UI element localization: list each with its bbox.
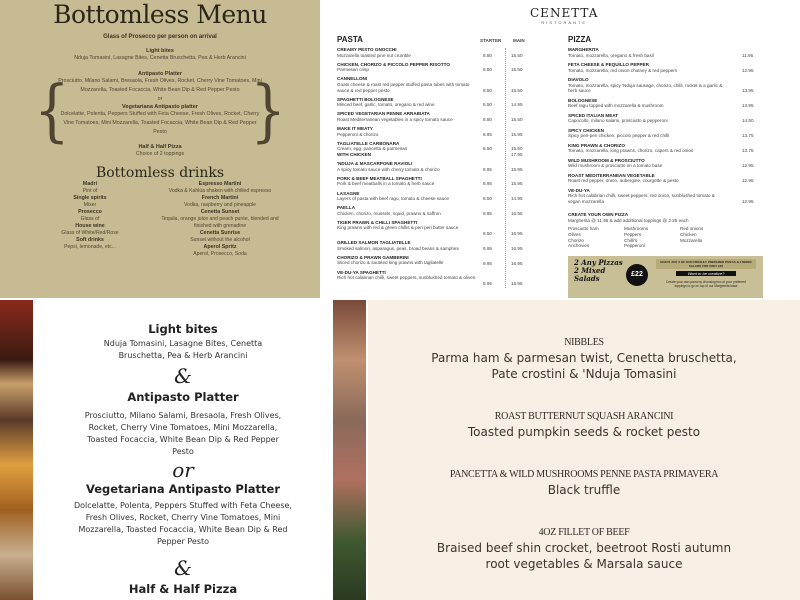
drink-desc: Pepsi, lemonade, etc... (64, 244, 116, 250)
pasta-desc: King prawns with red & green chillis & peri peri butter sauce (337, 225, 459, 231)
left-brace-icon: { (34, 72, 70, 151)
pasta-name: WITH CHICKEN (337, 152, 371, 157)
drinks-left-column (55, 181, 125, 258)
main-price: 16.95 (511, 210, 523, 216)
pizza-name: ROAST MEDITERRANEAN VEGETABLE (568, 172, 655, 178)
drink-name: Aperol Spritz (203, 244, 237, 250)
pizza-item (568, 173, 728, 184)
pizza-price: 14.50 (742, 118, 754, 124)
pizza-item (568, 47, 728, 58)
pizza-name: KING PRAWN & CHORIZO (568, 142, 625, 148)
drink-desc: Vodka & Kahlúa shaken with chilled espresso (168, 188, 272, 194)
pasta-name: TAGLIATELLE CARBONARA (337, 140, 400, 146)
starter-price: 8.50 (483, 67, 492, 73)
pizza-name: DIAVOLO (568, 77, 589, 82)
pizza-price: 12.95 (742, 67, 754, 73)
pizza-text: Choice of 2 toppings (135, 151, 185, 157)
topping: Chilli's (624, 237, 638, 243)
create-your-own (568, 212, 689, 223)
main-price: 15.95 (511, 166, 523, 172)
starter-price: 8.95 (483, 166, 492, 172)
pasta-desc: Goats cheese & roast red pepper stuffed pasta tubes with tomato sauce & red pepper pesto (337, 81, 470, 93)
pizza-name: SPICED ITALIAN MEAT (568, 112, 619, 118)
antipasto-heading: Antipasto Platter (127, 390, 239, 404)
drink-name: Soft drinks (76, 237, 104, 243)
pasta-item (337, 270, 477, 281)
pasta-name: CANNELLONI (337, 76, 368, 82)
set-menu-panel (368, 300, 800, 600)
pasta-item (337, 255, 477, 266)
pizza-price: 13.95 (742, 103, 754, 109)
pizza-desc: Spicy peri-peri chicken, piccolo pepper & red chilli (568, 133, 670, 139)
topping: Peppers (624, 231, 642, 237)
pizza-item (568, 158, 728, 169)
drink-name: Cenetta Sunset (200, 209, 240, 215)
pasta-item (337, 220, 477, 231)
drink-name: Madri (82, 181, 98, 187)
pasta-item (337, 191, 477, 202)
logo-subtext: RISTORANTE (541, 20, 588, 25)
drink-name: Prosecco (78, 209, 102, 215)
drink-desc: Tequila, orange juice and peach purée, blended and finished with grenadine (161, 216, 279, 229)
promo-offer: ENJOY ANY 2 OF OUR FRESHLY PREPARED PIZZAS & 2 MIXED SALADS FOR ONLY £22 (656, 259, 756, 269)
antipasto-text: Prosciutto, Milano Salami, Bresaola, Fresh Olives, Rocket, Cherry Vine Tomatoes, Mini Mozzarella, Toasted Focaccia, White Bean Dip & Red Pepper Pesto (84, 411, 282, 456)
starter-header: STARTER (480, 38, 502, 43)
drink-desc: Mixer (83, 202, 97, 208)
logo-text: CENETTA (530, 6, 599, 20)
topping: Mushrooms (624, 226, 648, 231)
pasta-desc: Mozzarella toasted pine nut crumble (337, 52, 411, 58)
or-text: or (157, 96, 163, 102)
main-price: 15.50 (511, 52, 523, 58)
pasta-item (337, 161, 477, 172)
drink-desc: Glass of White/Red/Rose (61, 230, 119, 236)
course-heading: ROAST BUTTERNUT SQUASH ARANCINI (494, 411, 674, 422)
starter-price: 8.50 (483, 87, 492, 93)
promo-headline: 2 Any Pizzas 2 Mixed Salads (574, 258, 623, 283)
drink-desc: Sunset without the alcohol (190, 237, 250, 243)
pizza-price: 13.75 (742, 133, 754, 139)
topping: Chicken (680, 231, 697, 237)
pizza-desc: Rich hot calabrian chilli, sweet peppers, red onion, sunblushed tomato & vegan mozzarella (568, 193, 715, 204)
starter-price: 8.50 (483, 117, 492, 122)
drink-name: Espresso Martini (198, 181, 242, 187)
drink-desc: Aperol, Prosecco, Soda (193, 251, 247, 257)
menu-subtitle: Glass of Prosecco per person on arrival (103, 34, 217, 40)
pasta-desc: Pork & beef meatballs in a tomato & herb sauce (337, 181, 435, 187)
pizza-name: WILD MUSHROOM & PROSCIUTTO (568, 157, 645, 163)
topping: Anchovies (568, 243, 590, 249)
pasta-desc: Smoked salmon, asparagus, peas, broad beans & samphire (337, 245, 460, 251)
pasta-item (337, 111, 477, 122)
main-price: 15.95 (511, 181, 523, 187)
drink-desc: Glass of (80, 216, 100, 222)
main-price: 16.95 (511, 245, 523, 251)
pizza-price: 13.95 (742, 88, 754, 94)
main-price: 15.50 (511, 87, 523, 93)
starter-price: 8.50 (483, 52, 492, 58)
main-price: 14.95 (511, 196, 523, 202)
main-price: 16.95 (511, 231, 523, 237)
starter-price: 8.50 (483, 196, 492, 202)
or-text: or (172, 458, 194, 482)
ampersand: & (174, 556, 192, 580)
pasta-name: PAELLA (337, 205, 356, 211)
pasta-desc: Parmesan crisp (337, 67, 369, 73)
pizza-item (568, 188, 728, 205)
flyer-content (33, 300, 333, 600)
flyer-panel (0, 300, 366, 600)
main-price: 16.95 (511, 260, 523, 266)
drink-name: Cenetta Sunrise (199, 230, 241, 236)
pasta-desc: Layers of pasta with beef ragu, tomato & cheese sauce (337, 196, 450, 202)
pizza-desc: Wild mushroom & prosciutto on a tomato base (568, 163, 663, 169)
drinks-right-column (160, 181, 280, 258)
drink-desc: Vodka, raspberry and pineapple (184, 202, 256, 208)
pizza-desc: Roast red pepper, onion, aubergine, courgette & pesto (568, 178, 679, 184)
pasta-desc: Cream, egg, pancetta & parmesan (337, 146, 408, 152)
light-bites-heading: Light bites (148, 322, 218, 336)
pizza-desc: Tomato, mozzarella, red onion chutney & red peppers (568, 67, 678, 73)
pizza-name: VE-DU-YA (568, 187, 590, 193)
pasta-name: 'NDUJA & MASCARPONE RAVIOLI (337, 161, 413, 167)
main-header: MAIN (513, 38, 525, 43)
topping: Prosciutto ham (568, 226, 599, 231)
starter-price: 9.95 (483, 210, 492, 216)
veg-text: Dolcelatte, Polenta, Peppers Stuffed with Feta Cheese, Fresh Olives, Rocket, Cherry Vine Tomatoes, Mini Mozzarella, Toasted Focaccia, White Bean Dip & Red Pepper Pesto (60, 111, 260, 135)
ampersand: & (174, 364, 192, 388)
pizza-item (568, 98, 728, 109)
pasta-name: PORK & BEEF MEATBALL SPAGHETTI (337, 175, 422, 181)
main-price: 15.95 (511, 280, 523, 286)
veg-heading: Vegetariana Antipasto platter (122, 104, 198, 110)
pasta-name: MAKE IT MEATY (337, 126, 373, 132)
pasta-name: CREAMY PESTO GNOCCHI (337, 47, 397, 52)
topping: Olives (568, 231, 581, 237)
antipasto-heading: Antipasto Platter (137, 71, 182, 77)
starter-price: 9.50 (483, 231, 492, 237)
pizza-item (568, 143, 728, 154)
pasta-item (337, 76, 477, 93)
starter-price: 8.95 (483, 181, 492, 187)
drink-name: French Martini (201, 195, 239, 201)
topping: Pepperoni (624, 243, 645, 249)
pizza-desc: Tomato, mozzarella, king prawns, chorizo, capers & red onion (568, 148, 694, 154)
course-desc: Braised beef shin crocket, beetroot Rosti autumn root vegetables & Marsala sauce (436, 541, 732, 571)
promo-banner (568, 256, 763, 298)
drink-name: House wine (75, 223, 105, 229)
menu-title: Bottomless Menu (53, 0, 267, 29)
pasta-name: SPICED VEGETARIAN PENNE ARRABIATA (337, 111, 430, 117)
pizza-title: PIZZA (568, 35, 592, 44)
topping: Chorizo (568, 237, 584, 243)
pasta-title: PASTA (337, 35, 363, 44)
main-price: 15.95 (511, 131, 523, 137)
topping: Red onions (680, 226, 704, 231)
course-desc: Toasted pumpkin seeds & rocket pesto (467, 425, 701, 439)
pasta-name: CHORIZO & PRAWN GAMBERINI (337, 254, 409, 260)
pizza-item (568, 62, 728, 73)
main-price: 15.50 (511, 146, 523, 152)
drink-name: Single spirits (73, 195, 107, 201)
pizza-price: 12.95 (742, 163, 754, 169)
pasta-name: LASAGNE (337, 190, 360, 196)
right-brace-icon: } (250, 72, 286, 151)
pasta-item (337, 205, 477, 216)
main-price: 15.50 (511, 67, 523, 73)
pasta-desc: Rich hot calabrian chilli, sweet peppers, sunblushed tomato & olives (337, 275, 476, 281)
pizza-heading: Half & Half Pizza (128, 582, 238, 596)
starter-price: 8.50 (483, 102, 492, 108)
course-desc: Parma ham & parmesan twist, Cenetta bruschetta, Pate crostini & 'Nduja Tomasini (431, 351, 737, 381)
starter-price: 9.95 (483, 260, 492, 266)
pasta-name: GRILLED SALMON TAGLIATELLE (337, 240, 411, 246)
veg-heading: Vegetariana Antipasto Platter (85, 482, 281, 496)
course-heading: 4OZ FILLET OF BEEF (538, 527, 630, 538)
pasta-name: SPAGHETTI BOLOGNESE (337, 96, 394, 102)
pizza-price: 12.95 (742, 198, 754, 204)
pizza-name: MARGHERITA (568, 47, 599, 52)
pasta-name: VE-DU-YA SPAGHETTI (337, 269, 386, 275)
main-price: 14.95 (511, 102, 523, 108)
pasta-item (337, 62, 477, 73)
pizza-name: FETA CHEESE & PEQUILLO PEPPER (568, 62, 649, 67)
starter-price: 8.50 (483, 146, 492, 152)
starter-price: 8.95 (483, 131, 492, 137)
drink-desc: Pint of (82, 188, 98, 194)
pizza-desc: Tomato, mozzarella, oregano & fresh basil (568, 52, 654, 58)
light-bites-text: Nduja Tomasini, Lasagne Bites, Cenetta Bruschetta, Pea & Herb Arancini (74, 55, 246, 61)
promo-note: Create your own pizza by choosing two of your preferred toppings to go on top of our Margherita base (666, 280, 746, 288)
pizza-name: BOLOGNESE (568, 97, 598, 103)
pasta-desc: Minced beef, garlic, tomato, oregano & red wine (337, 102, 435, 108)
pasta-item (337, 126, 477, 137)
pasta-desc: A spicy tomato sauce with cherry tomato & chorizo (337, 166, 440, 172)
create-name: CREATE YOUR OWN PIZZA (568, 212, 629, 217)
pasta-desc: Chicken, chorizo, mussels, squid, prawns & saffron (337, 210, 441, 216)
pasta-desc: Pepperoni & chorizo (337, 131, 379, 137)
light-bites-heading: Light bites (146, 48, 174, 54)
starter-price: 8.95 (483, 280, 492, 286)
drinks-title: Bottomless drinks (95, 165, 225, 181)
cenetta-logo (530, 6, 598, 25)
antipasto-text: Prosciutto, Milano Salami, Bresaola, Fresh Olives, Rocket, Cherry Vine Tomatoes, Mini Mozzarella, Toasted Focaccia, White Bean Dip & Red Pepper Pesto (58, 78, 262, 93)
set-menu-items (368, 300, 800, 572)
pasta-desc: Sliced chorizo & sautéed king prawns with tagliatelle (337, 260, 444, 266)
pasta-item (337, 240, 477, 251)
pizza-desc: Capocollo, milano salami, prosciutto & pepperoni (568, 118, 668, 124)
promo-cta: Want to be creative? (676, 271, 736, 276)
pizza-price: 12.95 (742, 178, 754, 184)
column-divider (505, 48, 506, 288)
pasta-item (337, 47, 477, 58)
pasta-desc: Roast Mediterranean vegetables in a spicy tomato sauce (337, 116, 453, 122)
topping: Mozzarella (680, 237, 703, 243)
pasta-item (337, 152, 477, 158)
pasta-name: TIGER PRAWN & CHILLI SPAGHETTI (337, 219, 418, 225)
pizza-item (568, 113, 728, 124)
pizza-name: SPICY CHICKEN (568, 127, 604, 133)
pizza-item (568, 128, 728, 139)
starter-price: 9.95 (483, 245, 492, 251)
pasta-item (337, 141, 477, 152)
create-desc: Margherita @ 11.95 & add additional toppings @ 2.25 each (568, 217, 689, 223)
course-heading: NIBBLES (564, 337, 604, 348)
food-photo-left (0, 300, 33, 600)
pizza-price: 13.75 (742, 148, 754, 154)
cenetta-menu-panel (330, 0, 800, 298)
veg-text: Dolcelatte, Polenta, Peppers Stuffed with Feta Cheese, Fresh Olives, Rocket, Cherry Vine Tomatoes, Mini Mozzarella, Toasted Focaccia, White Bean Dip & Red Pepper Pesto (74, 501, 292, 546)
pasta-item (337, 176, 477, 187)
food-photo-right (333, 300, 366, 600)
pizza-desc: Tomato, mozzarella, spicy 'Nduja sausage, chorizo, chilli, rocket & a garlic & herb sauce (568, 82, 723, 94)
light-bites-text: Nduja Tomasini, Lasagne Bites, Cenetta Bruschetta, Pea & Herb Arancini (103, 339, 263, 360)
course-desc: Black truffle (547, 483, 621, 497)
course-heading: PANCETTA & WILD MUSHROOMS PENNE PASTA PRIMAVERA (449, 469, 719, 480)
pasta-item (337, 97, 477, 108)
pizza-heading: Half & Half Pizza (138, 144, 182, 150)
pizza-item (568, 77, 728, 94)
main-price: 17.95 (511, 152, 523, 157)
pizza-desc: Beef ragu topped with mozzarella & mushroom (568, 103, 664, 109)
pizza-price: 11.95 (742, 52, 754, 58)
main-price: 15.50 (511, 117, 523, 122)
pasta-name: CHICKEN, CHORIZO & PICCOLO PEPPER RISOTTO (337, 61, 450, 67)
promo-price-badge: £22 (626, 264, 648, 286)
bottomless-menu-panel (0, 0, 320, 298)
